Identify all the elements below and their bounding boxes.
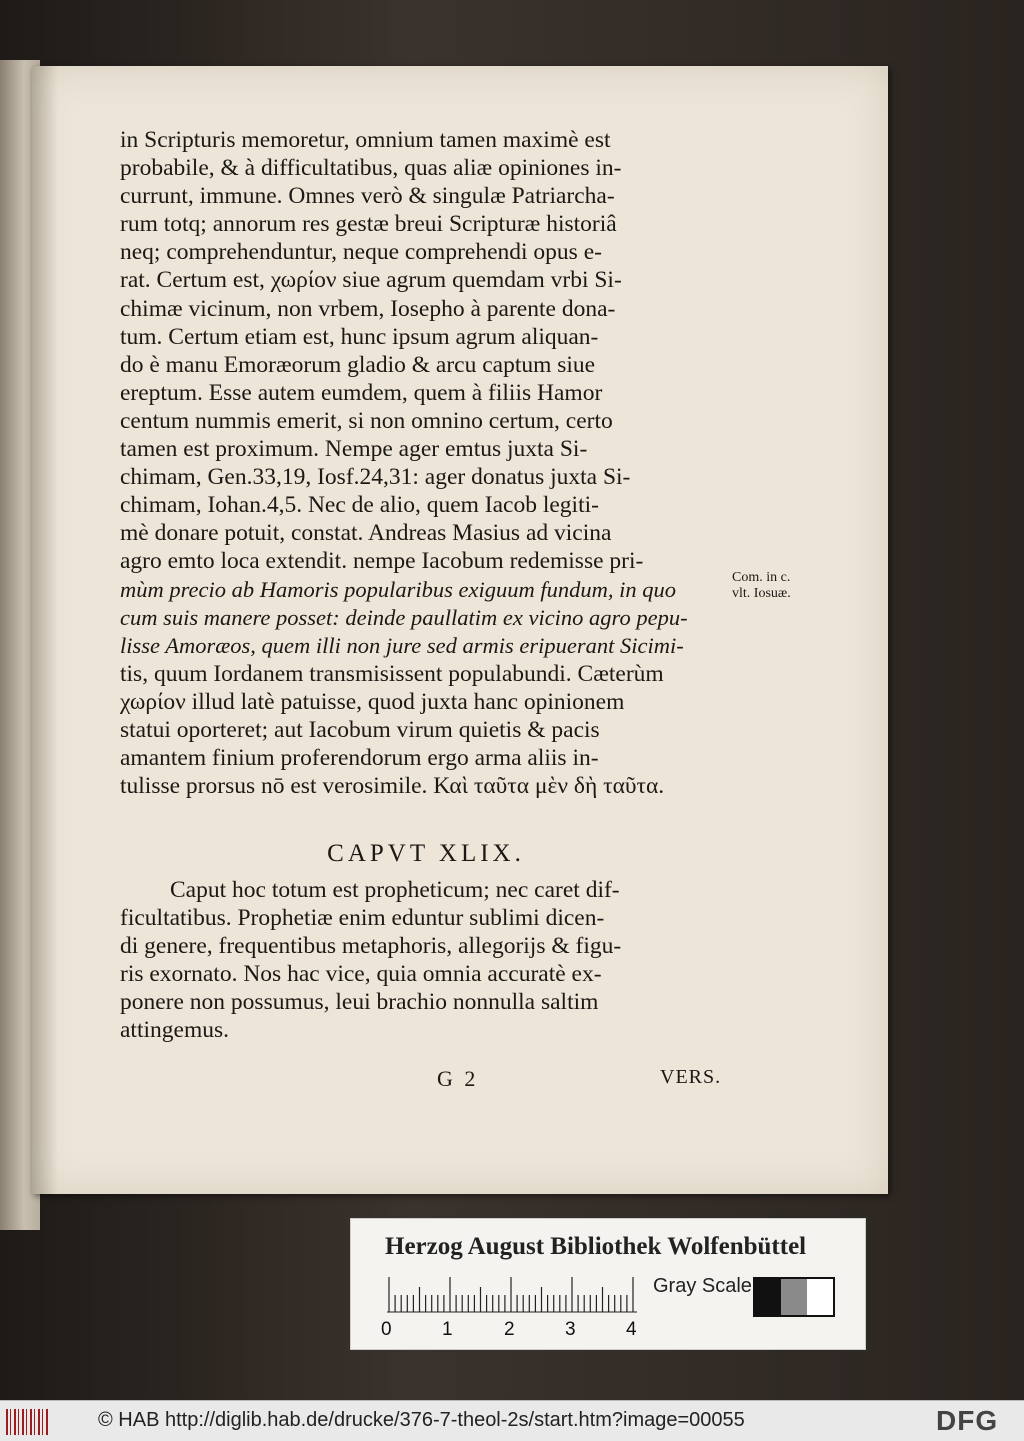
ruler-scale bbox=[387, 1275, 637, 1313]
text-line: amantem finium proferendorum ergo arma aliis in- bbox=[120, 745, 599, 772]
text-line: do è manu Emoræorum gladio & arcu captum siue bbox=[120, 351, 596, 378]
swatch-black bbox=[755, 1279, 781, 1315]
text-line: di genere, frequentibus metaphoris, allegorijs & figu- bbox=[120, 933, 622, 960]
marginal-note bbox=[732, 570, 822, 602]
grayscale-swatches bbox=[753, 1277, 835, 1317]
ruler-number: 0 bbox=[381, 1319, 392, 1340]
text-line: currunt, immune. Omnes verò & singulæ Patriarcha- bbox=[120, 183, 615, 210]
marginal-note-line: vlt. Iosuæ. bbox=[732, 586, 791, 601]
ruler-number: 3 bbox=[565, 1319, 576, 1340]
text-line: chimæ vicinum, non vrbem, Iosepho à parente dona- bbox=[120, 295, 616, 322]
swatch-white bbox=[807, 1279, 833, 1315]
text-line: neq; comprehenduntur, neque comprehendi opus e- bbox=[120, 239, 602, 266]
text-line: ris exornato. Nos hac vice, quia omnia accuratè ex- bbox=[120, 961, 602, 988]
text-line: statui oporteret; aut Iacobum virum quietis & pacis bbox=[120, 716, 600, 743]
text-line: mè donare potuit, constat. Andreas Masius ad vicina bbox=[120, 520, 612, 547]
marginal-note-line: Com. in c. bbox=[732, 570, 791, 585]
text-line: tulisse prorsus nō est verosimile. Καὶ ταῦτα μὲν δὴ ταῦτα. bbox=[120, 773, 665, 800]
swatch-gray bbox=[781, 1279, 807, 1315]
grayscale-label: Gray Scale bbox=[653, 1275, 752, 1297]
dfg-logo: DFG bbox=[936, 1405, 999, 1436]
text-line: tamen est proximum. Nempe ager emtus juxta Si- bbox=[120, 436, 588, 463]
text-line-italic: mùm precio ab Hamoris popularibus exiguum fundum, in quo bbox=[120, 576, 677, 602]
hab-logo-icon bbox=[6, 1409, 48, 1435]
signature-mark: G 2 bbox=[437, 1066, 479, 1091]
text-line: tum. Certum etiam est, hunc ipsum agrum aliquan- bbox=[120, 323, 599, 350]
text-line: rum totq; annorum res gestæ breui Scripturæ historiâ bbox=[120, 211, 617, 238]
main-text bbox=[120, 126, 732, 800]
text-line: chimam, Iohan.4,5. Nec de alio, quem Iacob legiti- bbox=[120, 492, 599, 519]
catchword: VERS. bbox=[660, 1066, 722, 1088]
text-line: Caput hoc totum est propheticum; nec caret dif- bbox=[170, 877, 620, 903]
library-color-card bbox=[350, 1218, 866, 1350]
text-line-italic: cum suis manere posset: deinde paullatim ex vicino agro pepu- bbox=[120, 604, 688, 630]
text-line: ponere non possumus, leui brachio nonnulla saltim bbox=[120, 989, 599, 1016]
copyright-url[interactable]: © HAB http://diglib.hab.de/drucke/376-7-theol-2s/start.htm?image=00055 bbox=[98, 1409, 745, 1431]
text-line: chimam, Gen.33,19, Iosf.24,31: ager donatus juxta Si- bbox=[120, 464, 631, 491]
text-line: χωρίον illud latè patuisse, quod juxta hanc opinionem bbox=[120, 688, 625, 715]
text-line: rat. Certum est, χωρίον siue agrum quemdam vrbi Si- bbox=[120, 267, 622, 294]
text-line: attingemus. bbox=[120, 1017, 229, 1044]
text-line: probabile, & à difficultatibus, quas aliæ opiniones in- bbox=[120, 155, 622, 182]
text-line: tis, quum Iordanem transmisissent populabundi. Cæterùm bbox=[120, 660, 664, 687]
chapter-text bbox=[120, 876, 732, 1045]
ruler-number: 1 bbox=[442, 1319, 453, 1340]
library-name: Herzog August Bibliothek Wolfenbüttel bbox=[385, 1233, 807, 1260]
text-line-italic: lisse Amoræos, quem illi non jure sed armis eripuerant Sicimi- bbox=[120, 632, 684, 658]
text-line: in Scripturis memoretur, omnium tamen maximè est bbox=[120, 127, 611, 153]
page-gutter-shadow bbox=[32, 66, 58, 1194]
ruler-number: 4 bbox=[626, 1319, 637, 1340]
text-line: ereptum. Esse autem eumdem, quem à filiis Hamor bbox=[120, 379, 603, 406]
text-line: ficultatibus. Prophetiæ enim eduntur sublimi dicen- bbox=[120, 905, 605, 932]
text-line: agro emto loca extendit. nempe Iacobum redemisse pri- bbox=[120, 548, 644, 575]
viewer-footer bbox=[0, 1400, 1024, 1441]
chapter-title: CAPVT XLIX. bbox=[327, 840, 525, 867]
book-page bbox=[32, 66, 888, 1194]
text-line: centum nummis emerit, si non omnino certum, certo bbox=[120, 407, 613, 434]
ruler-number: 2 bbox=[504, 1319, 515, 1340]
